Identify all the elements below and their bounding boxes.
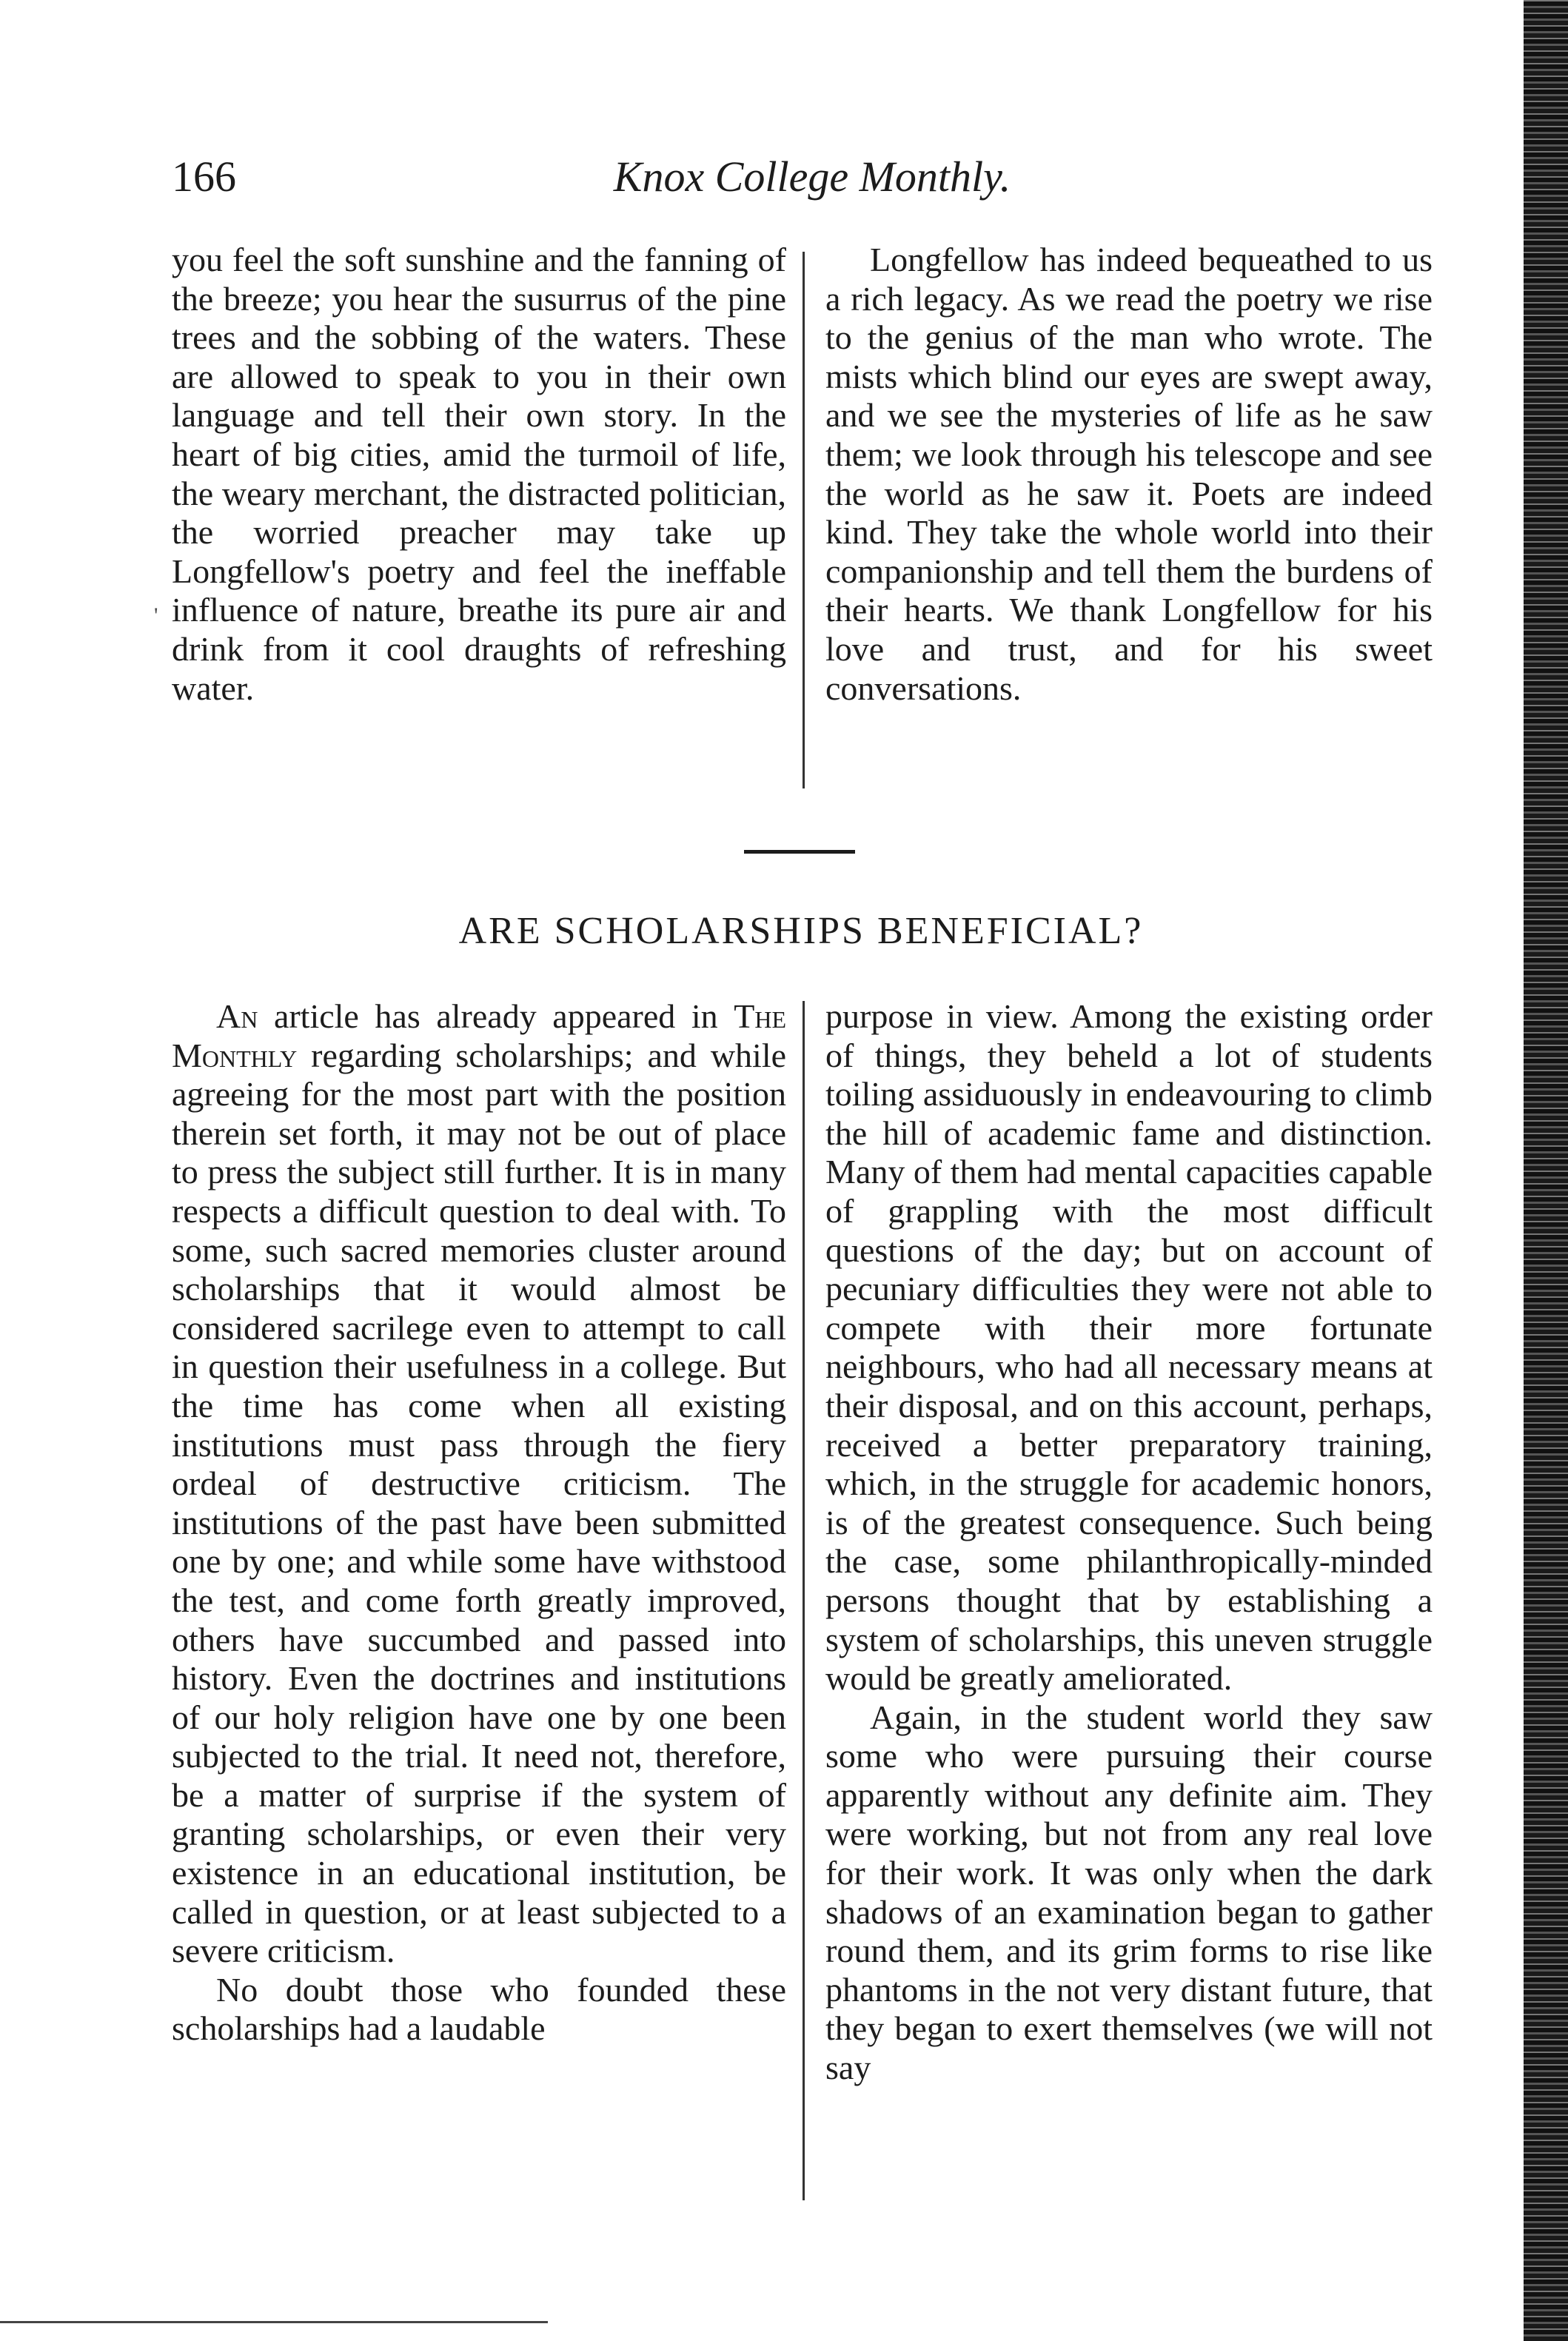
article-paragraph-3: Again, in the student world they saw some who were pursuing their course apparently without any definite aim. They were working, but not from any real love for their work. It was only when the dark shadows of an examination began to gather round them, and its grim forms to rise like phantoms in the not very distant future, that they began to exert themselves (we will not say xyxy=(825,1698,1433,2087)
column-rule-top xyxy=(803,252,805,788)
article-paragraph-2: No doubt those who founded these scholarships had a laudable xyxy=(172,1970,786,2048)
previous-article-right-text: Longfellow has indeed bequeathed to us a rich legacy. As we read the poetry we rise to the genius of the man who wrote. The mists which blind our eyes are swept away, and we see the mysteries of life as he saw them; we look through his telescope and see the world as he saw it. Poets are indeed kind. They take the whole world into their companionship and tell them the burdens of their hearts. We thank Longfellow for his love and trust, and for his sweet conversations. xyxy=(825,241,1433,707)
previous-article-left-column xyxy=(172,241,786,708)
column-rule-bottom xyxy=(803,1001,805,2200)
article-paragraph-1 xyxy=(172,997,786,1971)
article-paragraph-2-continued: purpose in view. Among the existing order of things, they beheld a lot of students toiling assiduously in endeavouring to climb the hill of academic fame and distinction. Many of them had mental capacities capable of grappling with the most difficult questions of the day; but on account of pecuniary difficulties they were not able to compete with their more fortunate neighbours, who had all necessary means at their disposal, and on this account, perhaps, received a better preparatory training, which, in the struggle for academic honors, is of the greatest consequence. Such being the case, some philanthropically-minded persons thought that by establishing a system of scholarships, this uneven struggle would be greatly ameliorated. xyxy=(825,997,1433,1698)
page-binding-edge xyxy=(1524,0,1568,2341)
page-header xyxy=(172,152,1453,211)
article-right-column xyxy=(825,997,1433,2088)
paragraph-1-rest: regarding scholarships; and while agreeing for the most part with the position therein set forth, it may not be out of place to press the subject still further. It is in many respects a difficult question to deal with. To some, such sacred memories cluster around scholarships that it would almost be considered sacrilege even to attempt to call in question their usefulness in a college. But the time has come when all existing institutions must pass through the fiery ordeal of destructive criticism. The institutions of the past have been submitted one by one; and while some have withstood the test, and come forth greatly improved, others have succumbed and passed into history. Even the doctrines and institutions of our holy religion have one by one been subjected to the trial. It need not, therefore, be a matter of surprise if the system of granting scholarships, or even their very existence in an educational institution, be called in question, or at least subjected to a severe criticism. xyxy=(172,1036,787,1970)
section-divider xyxy=(744,850,855,854)
running-title: Knox College Monthly. xyxy=(613,153,1011,201)
article-title: ARE SCHOLARSHIPS BENEFICIAL? xyxy=(458,910,1144,952)
margin-mark: ' xyxy=(154,603,158,628)
paragraph-1-start: article has already appeared in xyxy=(273,997,718,1035)
opening-word: An xyxy=(216,997,258,1035)
previous-article-right-column xyxy=(825,241,1433,708)
article-left-column xyxy=(172,997,786,2049)
page-number: 166 xyxy=(172,153,236,201)
footer-rule xyxy=(0,2321,548,2323)
previous-article-left-text: you feel the soft sunshine and the fanning of the breeze; you hear the susurrus of the pine trees and the sobbing of the waters. These are allowed to speak to you in their own language and tell their own story. In the heart of big cities, amid the turmoil of life, the weary merchant, the distracted politician, the worried preacher may take up Longfellow's poetry and feel the ineffable influence of nature, breathe its pure air and drink from it cool draughts of refreshing water. xyxy=(172,241,786,707)
journal-name: The Monthly xyxy=(172,997,786,1074)
